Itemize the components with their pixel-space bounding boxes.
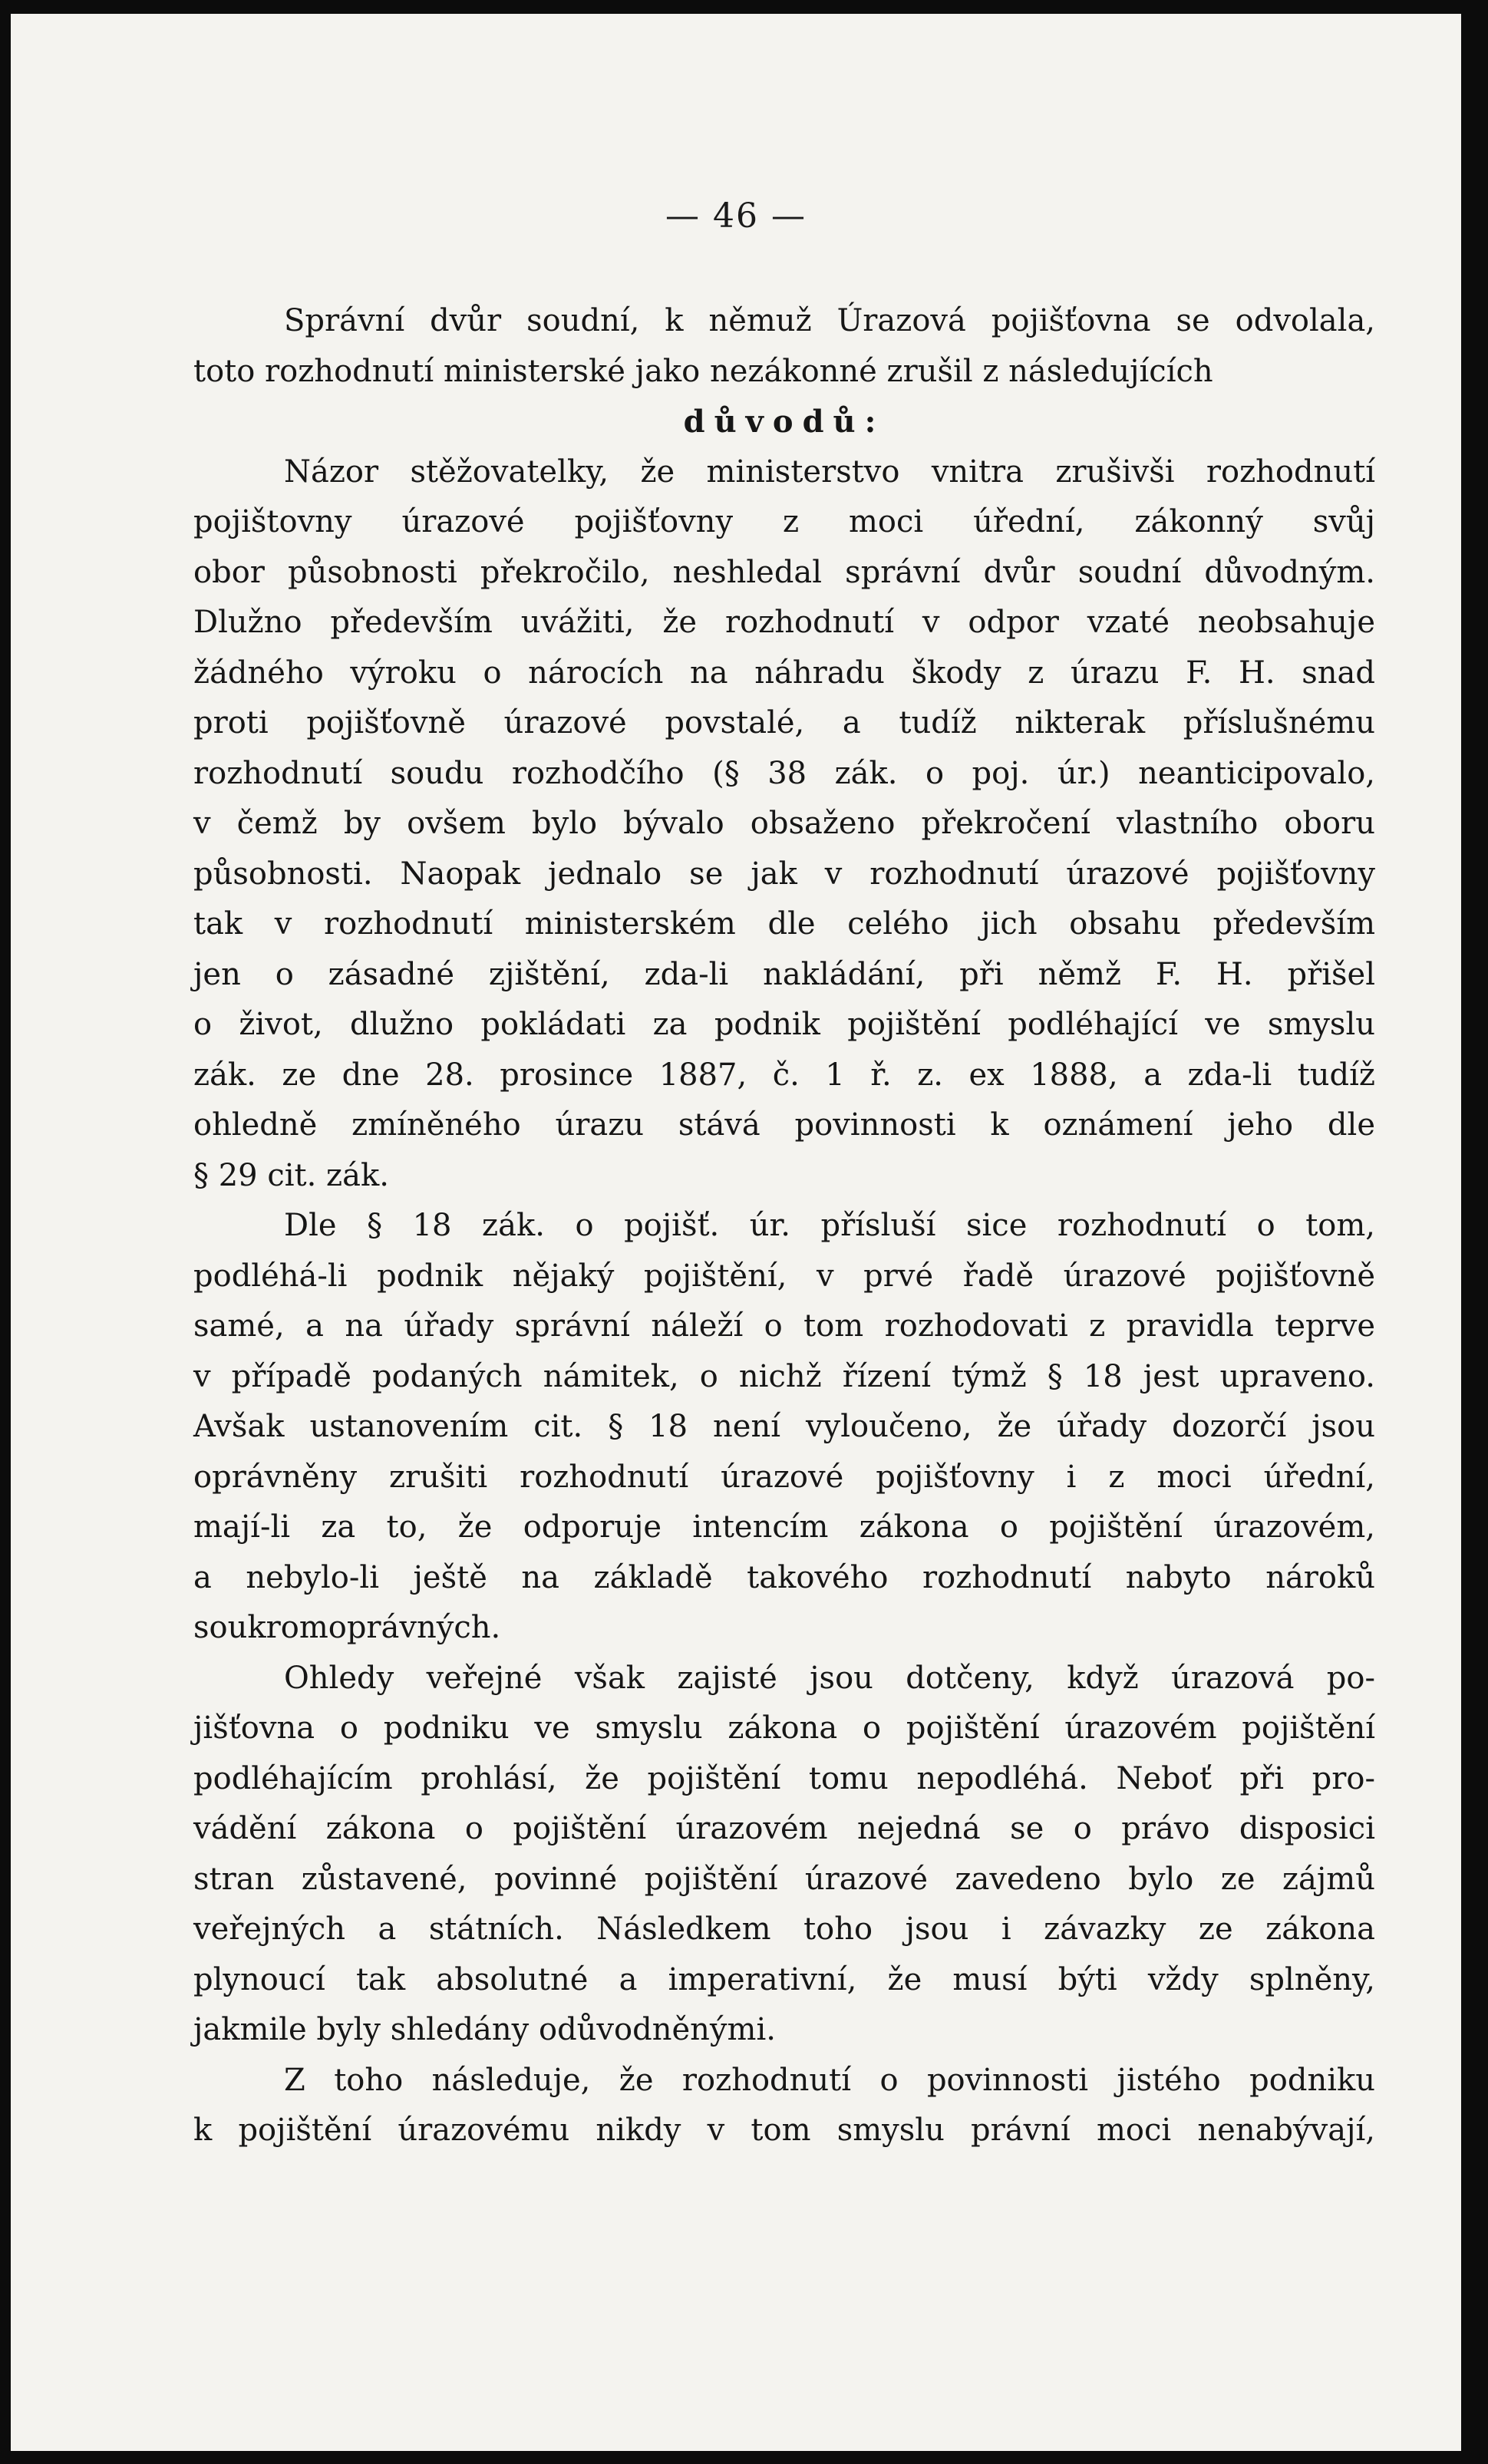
text-line: Dle § 18 zák. o pojišť. úr. přísluší sice rozhodnutí o tom, bbox=[284, 1208, 1375, 1243]
text-line: jakmile byly shledány odůvodněnými. bbox=[193, 2012, 776, 2047]
text-line: v případě podaných námitek, o nichž řízení týmž § 18 jest upraveno. bbox=[193, 1358, 1375, 1394]
text-line: vádění zákona o pojištění úrazovém nejedná se o právo disposici bbox=[193, 1811, 1375, 1846]
text-line: ohledně zmíněného úrazu stává povinnosti k oznámení jeho dle bbox=[193, 1107, 1375, 1143]
text-line: Z toho následuje, že rozhodnutí o povinnosti jistého podniku bbox=[284, 2062, 1375, 2098]
text-line: Avšak ustanovením cit. § 18 není vyloučeno, že úřady dozorčí jsou bbox=[193, 1409, 1375, 1444]
page-sheet bbox=[11, 14, 1461, 2451]
text-line: Názor stěžovatelky, že ministerstvo vnitra zrušivši rozhodnutí bbox=[284, 454, 1375, 490]
text-line: a nebylo-li ještě na základě takového rozhodnutí nabyto nároků bbox=[193, 1559, 1375, 1595]
text-line: o život, dlužno pokládati za podnik pojištění podléhající ve smyslu bbox=[193, 1007, 1375, 1042]
page-number: — 46 — bbox=[665, 196, 807, 236]
text-line: stran zůstavené, povinné pojištění úrazové zavedeno bylo ze zájmů bbox=[193, 1861, 1375, 1897]
text-line: žádného výroku o nárocích na náhradu škody z úrazu F. H. snad bbox=[193, 655, 1375, 691]
text-line: v čemž by ovšem bylo bývalo obsaženo překročení vlastního oboru bbox=[193, 806, 1375, 841]
text-line: mají-li za to, že odporuje intencím zákona o pojištění úrazovém, bbox=[193, 1509, 1375, 1545]
text-line: pojištovny úrazové pojišťovny z moci úřední, zákonný svůj bbox=[193, 504, 1375, 539]
text-line: plynoucí tak absolutné a imperativní, že musí býti vždy splněny, bbox=[193, 1961, 1375, 1997]
text-line: podléhá-li podnik nějaký pojištění, v prvé řadě úrazové pojišťovně bbox=[193, 1258, 1375, 1294]
text-line: rozhodnutí soudu rozhodčího (§ 38 zák. o poj. úr.) neanticipovalo, bbox=[193, 755, 1375, 791]
text-line: jen o zásadné zjištění, zda-li nakládání, při němž F. H. přišel bbox=[193, 956, 1375, 992]
section-heading: důvodů: bbox=[683, 404, 886, 440]
text-line: proti pojišťovně úrazové povstalé, a tudíž nikterak příslušnému bbox=[193, 705, 1375, 741]
text-line: zák. ze dne 28. prosince 1887, č. 1 ř. z. ex 1888, a zda-li tudíž bbox=[193, 1057, 1375, 1093]
text-line: působnosti. Naopak jednalo se jak v rozhodnutí úrazové pojišťovny bbox=[193, 856, 1375, 892]
text-line: jišťovna o podniku ve smyslu zákona o pojištění úrazovém pojištění bbox=[193, 1710, 1375, 1746]
text-line: § 29 cit. zák. bbox=[193, 1157, 389, 1193]
text-line: veřejných a státních. Následkem toho jsou i závazky ze zákona bbox=[193, 1911, 1375, 1947]
text-line: Ohledy veřejné však zajisté jsou dotčeny, když úrazová po- bbox=[284, 1660, 1375, 1696]
text-line: podléhajícím prohlásí, že pojištění tomu nepodléhá. Neboť při pro- bbox=[193, 1760, 1375, 1796]
text-line: Správní dvůr soudní, k němuž Úrazová pojišťovna se odvolala, bbox=[284, 303, 1375, 338]
text-line: tak v rozhodnutí ministerském dle celého jich obsahu především bbox=[193, 906, 1375, 942]
text-line: toto rozhodnutí ministerské jako nezákonné zrušil z následujících bbox=[193, 353, 1213, 389]
text-line: obor působnosti překročilo, neshledal správní dvůr soudní důvodným. bbox=[193, 554, 1375, 590]
text-line: samé, a na úřady správní náleží o tom rozhodovati z pravidla teprve bbox=[193, 1308, 1375, 1344]
text-line: soukromoprávných. bbox=[193, 1610, 501, 1645]
text-line: k pojištění úrazovému nikdy v tom smyslu právní moci nenabývají, bbox=[193, 2113, 1375, 2148]
text-line: oprávněny zrušiti rozhodnutí úrazové pojišťovny i z moci úřední, bbox=[193, 1459, 1375, 1495]
body-text bbox=[193, 296, 1375, 2156]
text-line: Dlužno především uvážiti, že rozhodnutí v odpor vzaté neobsahuje bbox=[193, 605, 1375, 640]
